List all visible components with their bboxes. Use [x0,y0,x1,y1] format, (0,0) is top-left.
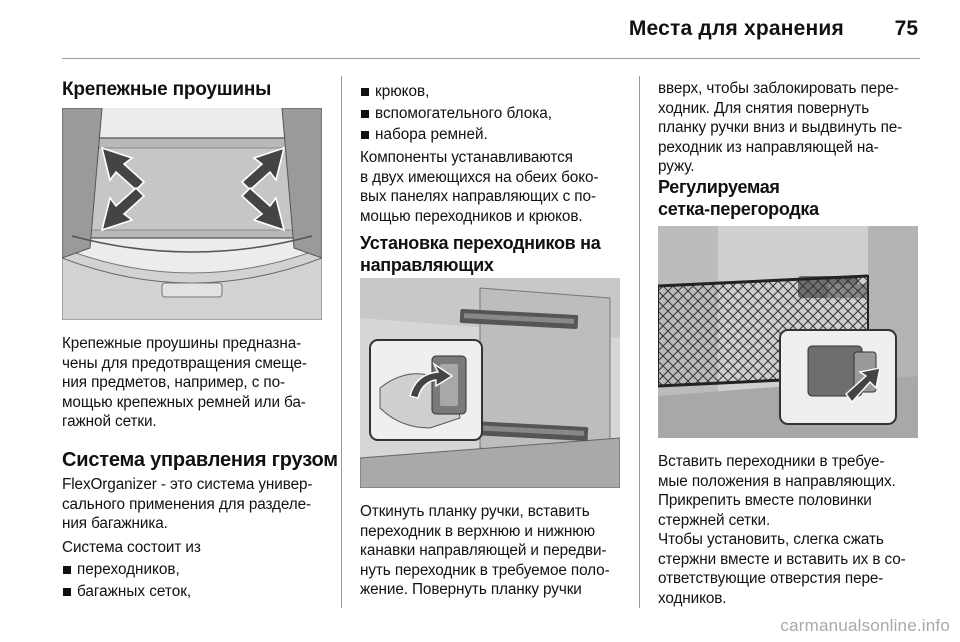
list-item: багажных сеток, [62,582,332,602]
list-item: вспомогательного блока, [360,104,630,124]
net-illustration [658,226,918,438]
page-number: 75 [894,17,918,40]
paragraph-install-continued: вверх, чтобы заблокировать пере- ходник. Для снятия повернуть планку ручки вниз и выдвинуть пе- реходник из направляющей на- ружу. [658,80,903,175]
list-item: крюков, [360,82,630,102]
figure-partition-net [658,226,918,438]
header-divider [62,58,920,59]
list-components-1 [62,560,332,601]
trunk-illustration [62,108,322,320]
list-components-2 [360,82,630,145]
paragraph-tie-down-eyes: Крепежные проушины предназна- чены для предотвращения смеще- ния предметов, например, с по- мощью крепежных ремней или ба- гажной сетки. [62,335,307,430]
figure-adapter-install [360,278,620,488]
list-item: набора ремней. [360,125,630,145]
watermark: carmanualsonline.info [780,616,950,635]
heading-tie-down-eyes: Крепежные проушины [62,79,272,100]
list-item: переходников, [62,560,332,580]
paragraph-system-consists: Система состоит из [62,539,201,556]
section-title: Места для хранения [628,17,844,40]
paragraph-install-steps: Откинуть планку ручки, вставить переходник в верхнюю и нижнюю канавки направляющей и передви- нуть переходник в требуемое поло- жение. Повернуть планку ручки [360,503,610,598]
column-divider-1 [341,76,342,608]
heading-install-adapters: Установка переходников на направляющих [360,233,601,275]
paragraph-net-insert: Вставить переходники в требуе- мые положения в направляющих. Прикрепить вместе половинки стержней сетки. [658,453,896,529]
figure-trunk-eyes [62,108,322,320]
heading-adjustable-net: Регулируемая сетка-перегородка [658,177,819,219]
adapter-illustration [360,278,620,488]
heading-load-management: Система управления грузом [62,449,338,471]
column-divider-2 [639,76,640,608]
paragraph-flexorganizer: FlexOrganizer - это система универ- сального применения для разделе- ния багажника. [62,476,313,532]
page-header [0,0,960,58]
paragraph-installation-note: Компоненты устанавливаются в двух имеющихся на обеих боко- вых панелях направляющих с по- мощью переходников и крюков. [360,149,599,225]
paragraph-net-install: Чтобы установить, слегка сжать стержни вместе и вставить их в со- ответствующие отверстия пере- ходников. [658,531,906,607]
